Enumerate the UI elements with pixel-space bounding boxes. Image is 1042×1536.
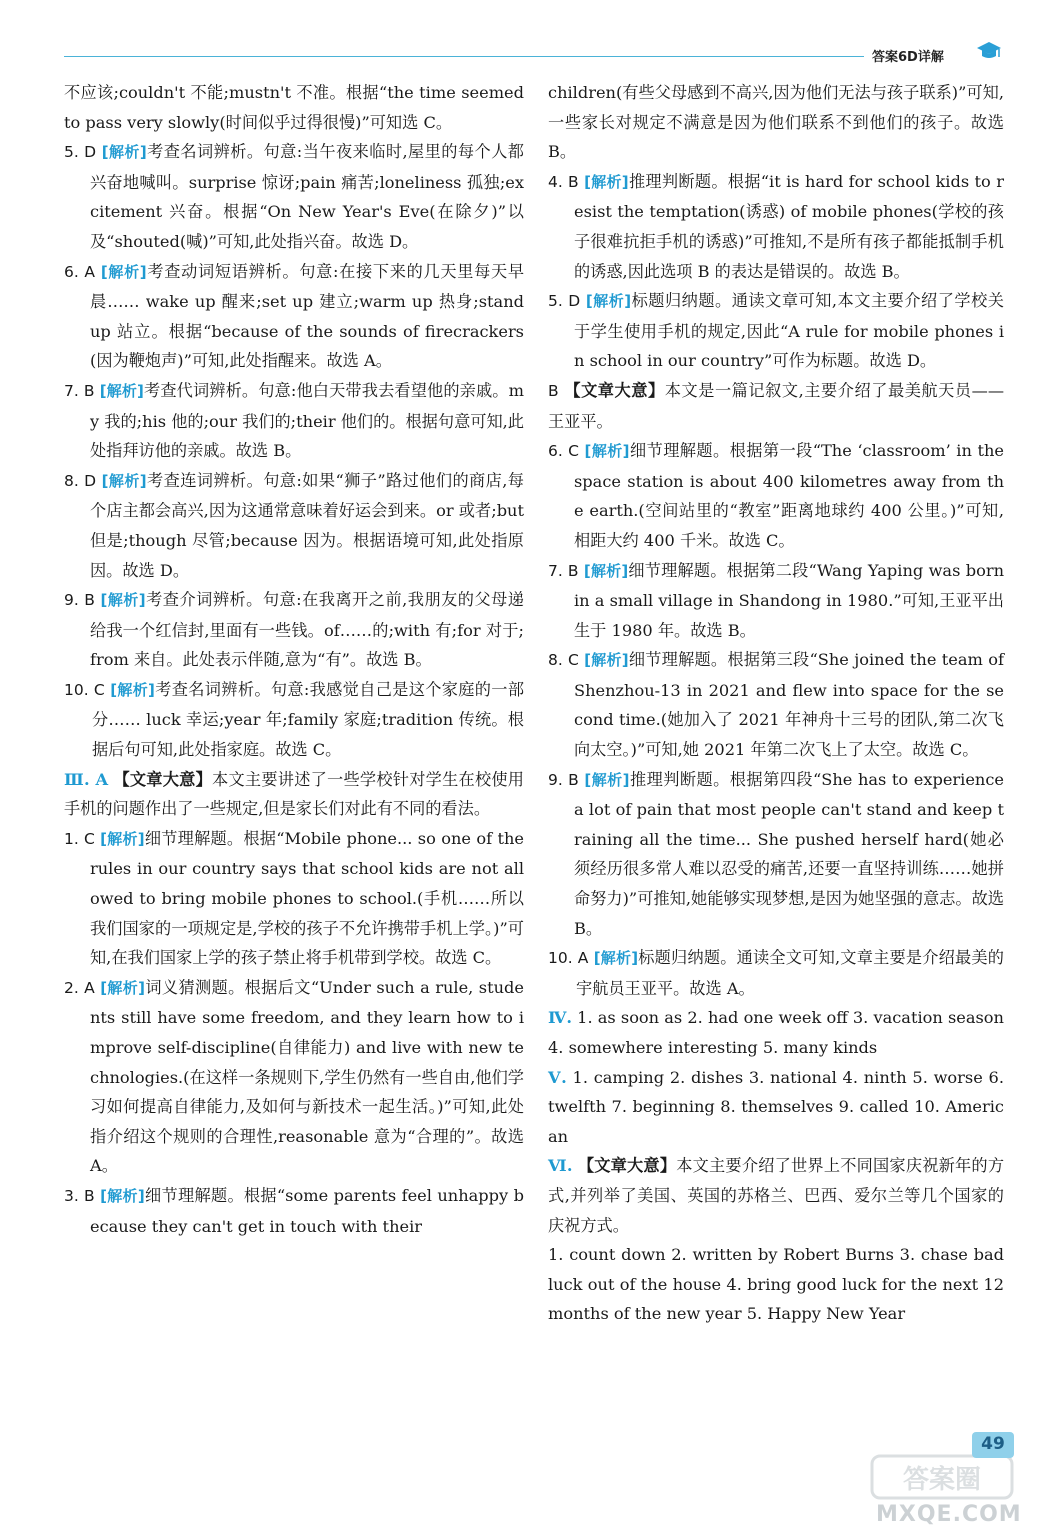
summary-tag: 【文章大意】 xyxy=(564,380,665,400)
answer-item xyxy=(64,585,524,675)
item-number: Ⅴ. xyxy=(548,1067,567,1087)
answer-item xyxy=(548,78,1004,167)
page-header xyxy=(64,46,1010,66)
answer-item xyxy=(548,645,1004,764)
item-text: 1. camping 2. dishes 3. national 4. ninth 5. worse 6. twelfth 7. beginning 8. themselves 9. called 10. American xyxy=(548,1067,1004,1146)
answer-item xyxy=(64,257,524,376)
item-number: 7. B xyxy=(548,561,579,580)
answer-item xyxy=(548,943,1004,1003)
item-number: Ⅵ. xyxy=(548,1156,573,1176)
item-text: 本文主要讲述了一些学校针对学生在校使用手机的问题作出了一些规定,但是家长们对此有不同的看法。 xyxy=(64,769,524,819)
item-number: 5. D xyxy=(548,292,581,311)
item-text: 本文主要介绍了世界上不同国家庆祝新年的方式,并列举了美国、英国的苏格兰、巴西、爱尔兰等几个国家的庆祝方式。 xyxy=(548,1156,1005,1235)
answer-item xyxy=(548,1151,1004,1240)
header-title: 答案6D详解 xyxy=(872,50,944,65)
answer-item xyxy=(64,376,524,466)
answer-item xyxy=(548,556,1004,646)
item-text: 考查介词辨析。句意:在我离开之前,我朋友的父母递给我一个红信封,里面有一些钱。of……的;with 有;for 对于;from 来自。此处表示伴随,意为“有”。故选 B。 xyxy=(90,590,524,670)
analysis-tag: [解析] xyxy=(100,978,145,997)
item-text: 1. as soon as 2. had one week off 3. vacation season 4. somewhere interesting 5. many kinds xyxy=(548,1008,1004,1057)
item-text: 细节理解题。根据第一段“The ‘classroom’ in the space station is about 400 kilometres away from the earth.(空间站里的“教室”距离地球约 400 公里。)”可知,相距大约 400 千米。故选 C。 xyxy=(574,441,1004,550)
analysis-tag: [解析] xyxy=(100,262,147,281)
item-number: Ⅳ. xyxy=(548,1008,573,1028)
item-text: 细节理解题。根据第三段“She joined the team of Shenzhou-13 in 2021 and flew into space for the second time.(她加入了 2021 年神舟十三号的团队,第二次飞向太空。)”可知,她 2021 年第二次飞上了太空。故选 C。 xyxy=(574,650,1004,760)
answer-item xyxy=(548,1240,1004,1329)
item-text: 词义猜测题。根据后文“Under such a rule, students still have some freedom, and they learn how to improve self-discipline(自律能力) and live with new technologies.(在这样一条规则下,学生仍然有一些自由,他们学习如何提高自律能力,及如何与新技术一起生活。)”可知,此处指介绍这个规则的合理性,reasonable 意为“合理的”。故选 A。 xyxy=(90,977,524,1176)
item-number: Ⅲ. A xyxy=(64,769,109,789)
analysis-tag: [解析] xyxy=(593,949,639,968)
answer-item xyxy=(548,167,1004,286)
item-text: 考查动词短语辨析。句意:在接下来的几天里每天早晨…… wake up 醒来;set up 建立;warm up 热身;stand up 站立。根据“because of the sounds of firecrackers(因为鞭炮声)”可知,此处指醒来。故选 A。 xyxy=(90,261,525,371)
analysis-tag: [解析] xyxy=(101,471,147,490)
item-text: 推理判断题。根据“it is hard for school kids to resist the temptation(诱惑) of mobile phones(学校的孩子很难抗拒手机的诱惑)”可推知,不是所有孩子都能抵制手机的诱惑,因此选项 B 的表达是错误的。故选 B。 xyxy=(574,171,1004,281)
item-text: 标题归纳题。通读全文可知,文章主要是介绍最美的宇航员王亚平。故选 A。 xyxy=(576,948,1004,998)
item-number: 7. B xyxy=(64,381,95,400)
item-number: 10. A xyxy=(548,949,589,968)
answer-item xyxy=(548,1003,1004,1062)
answer-item xyxy=(64,675,524,765)
page-number-badge xyxy=(972,1426,1014,1460)
page-number: 49 xyxy=(981,1434,1005,1454)
answer-item xyxy=(64,78,524,137)
answer-item xyxy=(64,1181,524,1241)
summary-tag: 【文章大意】 xyxy=(577,1156,677,1176)
header-rule xyxy=(64,56,864,57)
answer-item xyxy=(548,286,1004,376)
item-text: 标题归纳题。通读文章可知,本文主要介绍了学校关于学生使用手机的规定,因此“A rule for mobile phones in school in our country”可作为标题。故选 D。 xyxy=(574,291,1004,371)
item-number: 10. C xyxy=(64,680,105,699)
item-text: 1. count down 2. written by Robert Burns 3. chase bad luck out of the house 4. bring good luck for the next 12 months of the new year 5. Happy New Year xyxy=(548,1245,1004,1324)
item-text: 细节理解题。根据“Mobile phone... so one of the rules in our country says that school kids are not allowed to bring mobile phones to school.(手机……所以我们国家的一项规定是,学校的孩子不允许携带手机上学。)”可知,在我们国家上学的孩子禁止将手机带到学校。故选 C。 xyxy=(90,828,524,968)
analysis-tag: [解析] xyxy=(584,172,629,191)
answer-item xyxy=(548,1063,1004,1152)
item-number: 3. B xyxy=(64,1186,95,1205)
answer-item xyxy=(64,765,524,824)
item-number: 9. B xyxy=(548,770,579,789)
item-number: 1. C xyxy=(64,829,95,848)
analysis-tag: [解析] xyxy=(110,680,155,699)
svg-text:答案圈: 答案圈 xyxy=(902,1465,982,1495)
item-number: 8. C xyxy=(548,651,579,670)
item-number: 5. D xyxy=(64,143,97,162)
analysis-tag: [解析] xyxy=(583,561,629,580)
summary-tag: 【文章大意】 xyxy=(113,769,213,789)
item-text: 细节理解题。根据第二段“Wang Yaping was born in a small village in Shandong in 1980.”可知,王亚平出生于 1980 年。故选 B。 xyxy=(574,560,1004,640)
analysis-tag: [解析] xyxy=(100,591,146,610)
item-text: children(有些父母感到不高兴,因为他们无法与孩子联系)”可知,一些家长对规定不满意是因为他们联系不到他们的孩子。故选 B。 xyxy=(548,83,1004,162)
right-column xyxy=(548,78,1004,1329)
answer-item xyxy=(64,824,524,973)
mortarboard-icon xyxy=(976,40,1002,62)
analysis-tag: [解析] xyxy=(100,1186,145,1205)
answer-item xyxy=(64,973,524,1181)
item-text: 考查代词辨析。句意:他白天带我去看望他的亲戚。my 我的;his 他的;our 我们的;their 他们的。根据句意可知,此处指拜访他的亲戚。故选 B。 xyxy=(90,380,524,461)
answer-item xyxy=(64,137,524,256)
item-number: 8. D xyxy=(64,471,97,490)
item-text: 本文是一篇记叙文,主要介绍了最美航天员——王亚平。 xyxy=(548,380,1005,431)
item-number: 6. C xyxy=(548,442,579,461)
item-number: 6. A xyxy=(64,262,96,281)
item-text: 细节理解题。根据“some parents feel unhappy because they can't get in touch with their xyxy=(90,1185,524,1236)
item-number: 2. A xyxy=(64,978,95,997)
item-text: 考查名词辨析。句意:我感觉自己是这个家庭的一部分…… luck 幸运;year 年;family 家庭;tradition 传统。根据后句可知,此处指家庭。故选 C。 xyxy=(92,679,525,760)
analysis-tag: [解析] xyxy=(584,651,629,670)
answer-item xyxy=(548,436,1004,555)
item-text: 考查连词辨析。句意:如果“狮子”路过他们的商店,每个店主都会高兴,因为这通常意味着好运会到来。or 或者;but 但是;though 尽管;because 因为。根据语境可知,此处指原因。故选 D。 xyxy=(90,470,524,580)
analysis-tag: [解析] xyxy=(584,770,630,789)
item-number: 9. B xyxy=(64,591,95,610)
analysis-tag: [解析] xyxy=(100,829,145,848)
item-text: 不应该;couldn't 不能;mustn't 不准。根据“the time seemed to pass very slowly(时间似乎过得很慢)”可知选 C。 xyxy=(64,83,524,132)
answer-item xyxy=(548,765,1004,944)
item-number: B xyxy=(548,381,559,400)
left-column xyxy=(64,78,524,1241)
analysis-tag: [解析] xyxy=(101,143,147,162)
item-text: 考查名词辨析。句意:当午夜来临时,屋里的每个人都兴奋地喊叫。surprise 惊讶;pain 痛苦;loneliness 孤独;excitement 兴奋。根据“On New Year's Eve(在除夕)”以及“shouted(喊)”可知,此处指兴奋。故选 D。 xyxy=(90,142,524,251)
analysis-tag: [解析] xyxy=(99,381,144,400)
analysis-tag: [解析] xyxy=(584,442,630,461)
answer-item xyxy=(64,466,524,585)
answer-item xyxy=(548,376,1004,436)
analysis-tag: [解析] xyxy=(585,292,632,311)
watermark-text: MXQE.COM xyxy=(876,1502,1022,1527)
item-text: 推理判断题。根据第四段“She has to experience a lot of pain that most people can't stand and keep training all the time... She pushed herself hard(她必须经历很多常人难以忍受的痛苦,还要一直坚持训练……她拼命努力)”可推知,她能够实现梦想,是因为她坚强的意志。故选 B。 xyxy=(574,769,1004,938)
item-number: 4. B xyxy=(548,172,579,191)
